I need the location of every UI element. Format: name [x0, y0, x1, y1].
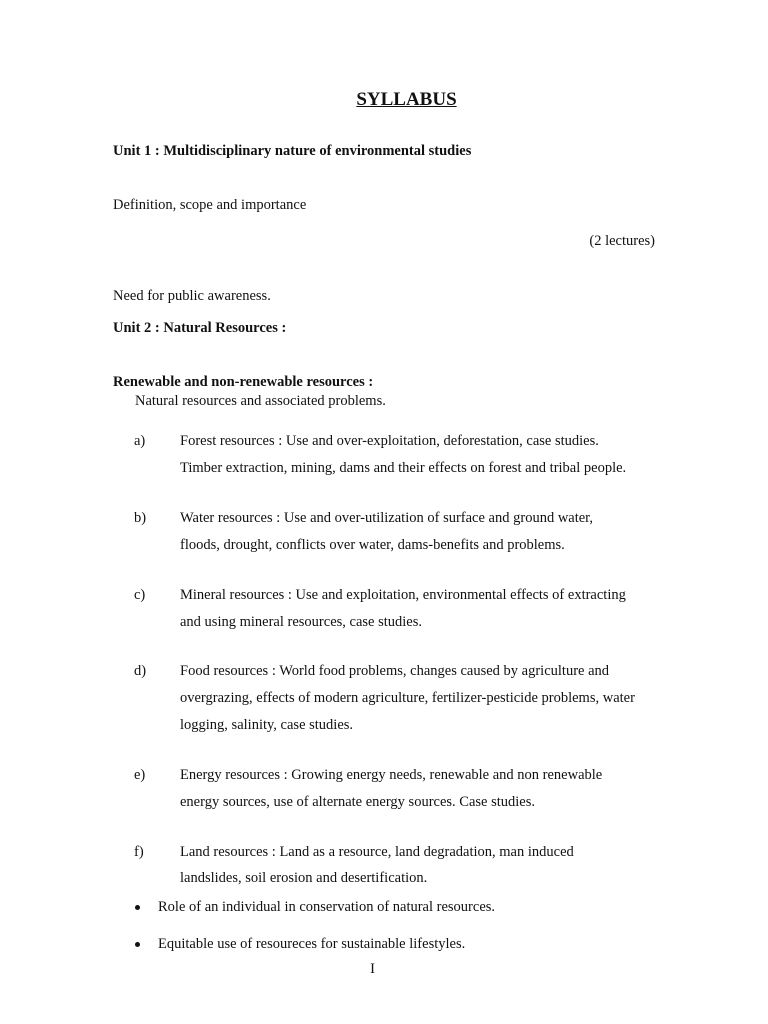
- list-item-line: Forest resources : Use and over-exploitation, deforestation, case studies.: [180, 433, 599, 449]
- bullet-item: Equitable use of resoureces for sustainable lifestyles.: [158, 936, 466, 952]
- bullet-item: Role of an individual in conservation of natural resources.: [158, 899, 496, 915]
- unit2-heading: Unit 2 : Natural Resources :: [113, 320, 287, 336]
- list-item-marker: d): [134, 663, 147, 679]
- unit2-subheading: Renewable and non-renewable resources :: [113, 374, 374, 390]
- unit1-lectures: (2 lectures): [589, 233, 655, 249]
- list-item-marker: b): [134, 510, 147, 526]
- list-item-marker: a): [134, 433, 146, 449]
- list-item-marker: e): [134, 767, 146, 783]
- list-item-line: floods, drought, conflicts over water, dams-benefits and problems.: [180, 537, 565, 553]
- list-item-line: and using mineral resources, case studies.: [180, 614, 422, 630]
- list-item-line: logging, salinity, case studies.: [180, 717, 354, 733]
- list-item-line: energy sources, use of alternate energy sources. Case studies.: [180, 794, 536, 810]
- unit1-topic: Definition, scope and importance: [113, 197, 307, 213]
- list-item-line: Timber extraction, mining, dams and their effects on forest and tribal people.: [180, 460, 627, 476]
- list-item-line: Water resources : Use and over-utilization of surface and ground water,: [180, 510, 594, 526]
- list-item-line: overgrazing, effects of modern agriculture, fertilizer-pesticide problems, water: [180, 690, 635, 706]
- unit1-awareness: Need for public awareness.: [113, 288, 271, 304]
- list-item-line: Energy resources : Growing energy needs, renewable and non renewable: [180, 767, 603, 783]
- unit1-heading: Unit 1 : Multidisciplinary nature of environmental studies: [113, 143, 472, 159]
- list-item-line: landslides, soil erosion and desertification.: [180, 870, 428, 886]
- list-item-marker: f): [134, 844, 144, 860]
- unit2-intro: Natural resources and associated problems.: [135, 393, 386, 409]
- list-item-line: Food resources : World food problems, changes caused by agriculture and: [180, 663, 610, 679]
- bullet-icon: [135, 905, 140, 910]
- list-item-marker: c): [134, 587, 146, 603]
- list-item-line: Land resources : Land as a resource, land degradation, man induced: [180, 844, 574, 860]
- bullet-icon: [135, 942, 140, 947]
- page-number: I: [370, 961, 375, 977]
- page-title: SYLLABUS: [356, 89, 457, 110]
- list-item-line: Mineral resources : Use and exploitation, environmental effects of extracting: [180, 587, 626, 603]
